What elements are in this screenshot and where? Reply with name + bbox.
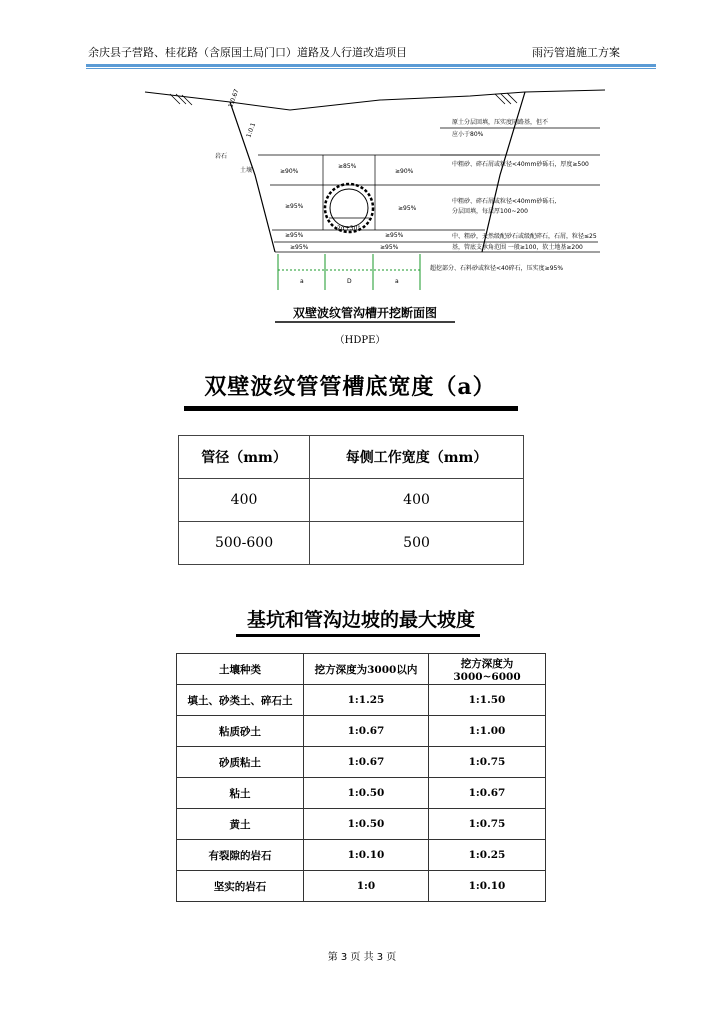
support-angle-label: 2α+30° xyxy=(337,225,361,232)
compaction-95-layer1-left: ≥95% xyxy=(285,232,304,239)
table-cell: 有裂隙的岩石 xyxy=(177,840,304,871)
slope-label-1: 1:0.67 xyxy=(227,88,241,109)
compaction-95-left: ≥95% xyxy=(285,203,304,210)
note-bedding: 中、粗砂，天然级配砂石或级配碎石，石屑，粒径≤25 xyxy=(452,233,597,240)
header-cell: 土壤种类 xyxy=(177,654,304,685)
table-cell: 400 xyxy=(310,479,524,522)
table1-title-underline xyxy=(184,406,518,411)
table2-title: 基坑和管沟边坡的最大坡度 xyxy=(246,609,475,631)
table-row xyxy=(177,716,546,747)
table-cell: 1:1.00 xyxy=(429,716,546,747)
table-cell: 1:0.25 xyxy=(429,840,546,871)
compaction-90-left: ≥90% xyxy=(280,168,299,175)
compaction-95-right: ≥95% xyxy=(398,205,417,212)
compaction-95-layer1-right: ≥95% xyxy=(385,232,404,239)
compaction-95-layer2-right: ≥95% xyxy=(380,244,399,251)
table-cell: 1:1.25 xyxy=(304,685,429,716)
header-divider xyxy=(86,64,656,67)
compaction-85-top: ≥85% xyxy=(338,163,357,170)
table-row xyxy=(177,871,546,902)
header-doc-title: 雨污管道施工方案 xyxy=(532,46,620,59)
trench-width-table xyxy=(178,435,524,565)
table-cell: 黄土 xyxy=(177,809,304,840)
table-cell: 400 xyxy=(179,479,310,522)
table-header-row xyxy=(179,436,524,479)
header-project-name: 余庆县子营路、桂花路（含原国土局门口）道路及人行道改造项目 xyxy=(88,46,407,59)
table-cell: 1:0 xyxy=(304,871,429,902)
header-cell: 挖方深度为3000~6000 xyxy=(429,654,546,685)
compaction-90-right: ≥90% xyxy=(395,168,414,175)
table-cell: 砂质粘土 xyxy=(177,747,304,778)
table-cell: 粘土 xyxy=(177,778,304,809)
table-cell: 1:0.75 xyxy=(429,809,546,840)
note-overexcavation: 超挖部分、石料砂或粒径<40碎石，压实度≥95% xyxy=(430,265,564,272)
table-cell: 1:0.10 xyxy=(429,871,546,902)
page-number: 第 3 页 共 3 页 xyxy=(327,952,397,963)
note-backfill-2: 应小于80% xyxy=(452,131,484,138)
drawing-subcaption: （HDPE） xyxy=(334,335,386,346)
header-cell: 挖方深度为3000以内 xyxy=(304,654,429,685)
slope-table xyxy=(176,653,546,902)
table-header-row xyxy=(177,654,546,685)
dim-a-right: a xyxy=(395,278,399,285)
table-cell: 1:0.50 xyxy=(304,778,429,809)
note-foundation: 基，管底支承角范围 一般≥100，软土地基≥200 xyxy=(452,244,583,251)
table-row xyxy=(177,685,546,716)
table-row xyxy=(177,809,546,840)
table-cell: 粘质砂土 xyxy=(177,716,304,747)
dim-a-left: a xyxy=(300,278,304,285)
compaction-95-layer2-left: ≥95% xyxy=(290,244,309,251)
dim-d: D xyxy=(347,278,352,285)
table-cell: 1:0.50 xyxy=(304,809,429,840)
soil-label: 土壤 xyxy=(240,167,253,174)
table-cell: 1:0.10 xyxy=(304,840,429,871)
table-row xyxy=(179,479,524,522)
trench-section-drawing xyxy=(140,80,610,380)
table-cell: 填土、砂类土、碎石土 xyxy=(177,685,304,716)
header-cell: 每侧工作宽度（mm） xyxy=(310,436,524,479)
header-divider-thin xyxy=(86,68,656,69)
table-cell: 1:0.67 xyxy=(429,778,546,809)
table-cell: 1:1.50 xyxy=(429,685,546,716)
note-sand-side: 中粗砂、碎石屑或粒径<40mm砂砾石, xyxy=(452,198,557,205)
table2-title-underline xyxy=(236,634,480,637)
table-row xyxy=(177,778,546,809)
note-backfill: 原土分层回填，压实度同路基，但不 xyxy=(452,119,549,126)
table-cell: 500-600 xyxy=(179,522,310,565)
page-header xyxy=(88,44,628,62)
note-sand-top: 中粗砂、碎石屑或粒径<40mm砂砾石，厚度≥500 xyxy=(452,161,589,168)
table-row xyxy=(179,522,524,565)
note-sand-side-2: 分层回填，每层厚100~200 xyxy=(452,208,528,215)
header-cell: 管径（mm） xyxy=(179,436,310,479)
table-cell: 坚实的岩石 xyxy=(177,871,304,902)
table-cell: 500 xyxy=(310,522,524,565)
drawing-caption: 双壁波纹管沟槽开挖断面图 xyxy=(292,306,438,320)
slope-label-2: 1:0.1 xyxy=(245,121,258,139)
table-row xyxy=(177,840,546,871)
table-cell: 1:0.67 xyxy=(304,716,429,747)
table-cell: 1:0.75 xyxy=(429,747,546,778)
rock-label: 岩石 xyxy=(215,153,228,160)
table-row xyxy=(177,747,546,778)
table-cell: 1:0.67 xyxy=(304,747,429,778)
table1-title: 双壁波纹管管槽底宽度（a） xyxy=(204,374,496,400)
